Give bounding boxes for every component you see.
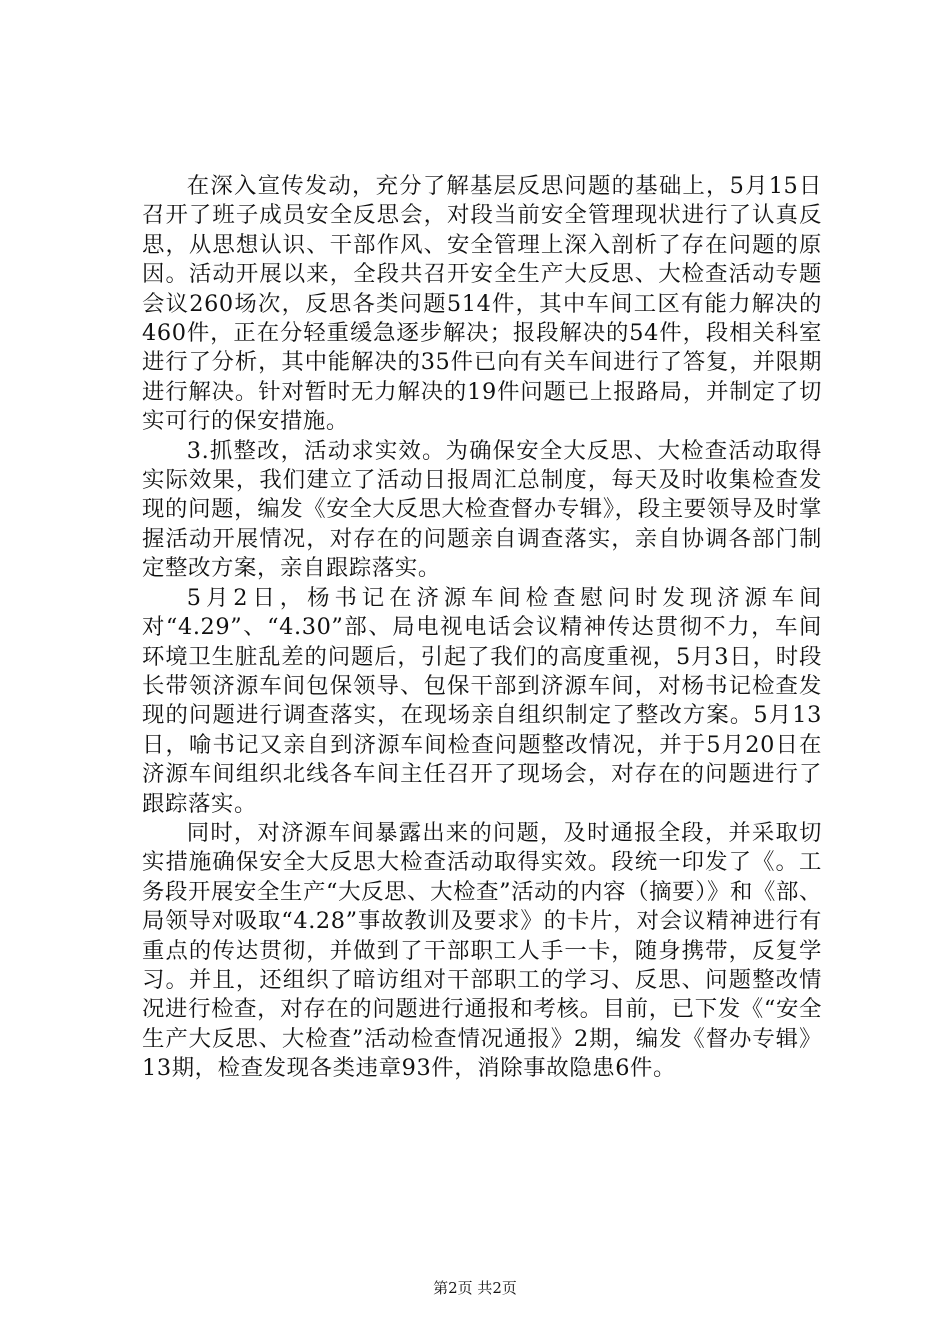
- page-number-footer: 第2页 共2页: [433, 1279, 517, 1297]
- paragraph-2: 3.抓整改，活动求实效。为确保安全大反思、大检查活动取得实际效果，我们建立了活动日报周汇总制度，每天及时收集检查发现的问题，编发《安全大反思大检查督办专辑》，段主要领导及时掌握活动开展情况，对存在的问题亲自调查落实，亲自协调各部门制定整改方案，亲自跟踪落实。: [142, 437, 822, 582]
- document-body: [142, 172, 822, 1084]
- paragraph-1: 在深入宣传发动，充分了解基层反思问题的基础上，5月15日召开了班子成员安全反思会，对段当前安全管理现状进行了认真反思，从思想认识、干部作风、安全管理上深入剖析了存在问题的原因。活动开展以来，全段共召开安全生产大反思、大检查活动专题会议260场次，反思各类问题514件，其中车间工区有能力解决的460件，正在分轻重缓急逐步解决；报段解决的54件，段相关科室进行了分析，其中能解决的35件已向有关车间进行了答复，并限期进行解决。针对暂时无力解决的19件问题已上报路局，并制定了切实可行的保安措施。: [142, 173, 822, 435]
- paragraph-4: 同时，对济源车间暴露出来的问题，及时通报全段，并采取切实措施确保安全大反思大检查活动取得实效。段统一印发了《。工务段开展安全生产“大反思、大检查”活动的内容（摘要）》和《部、局领导对吸取“4.28”事故教训及要求》的卡片，对会议精神进行有重点的传达贯彻，并做到了干部职工人手一卡，随身携带，反复学习。并且，还组织了暗访组对干部职工的学习、反思、问题整改情况进行检查，对存在的问题进行通报和考核。目前，已下发《“安全生产大反思、大检查”活动检查情况通报》2期，编发《督办专辑》13期，检查发现各类违章93件，消除事故隐患6件。: [142, 819, 822, 1082]
- paragraph-3: 5月2日，杨书记在济源车间检查慰问时发现济源车间对“4.29”、“4.30”部、局电视电话会议精神传达贯彻不力，车间环境卫生脏乱差的问题后，引起了我们的高度重视，5月3日，时段长带领济源车间包保领导、包保干部到济源车间，对杨书记检查发现的问题进行调查落实，在现场亲自组织制定了整改方案。5月13日，喻书记又亲自到济源车间检查问题整改情况，并于5月20日在济源车间组织北线各车间主任召开了现场会，对存在的问题进行了跟踪落实。: [142, 584, 823, 817]
